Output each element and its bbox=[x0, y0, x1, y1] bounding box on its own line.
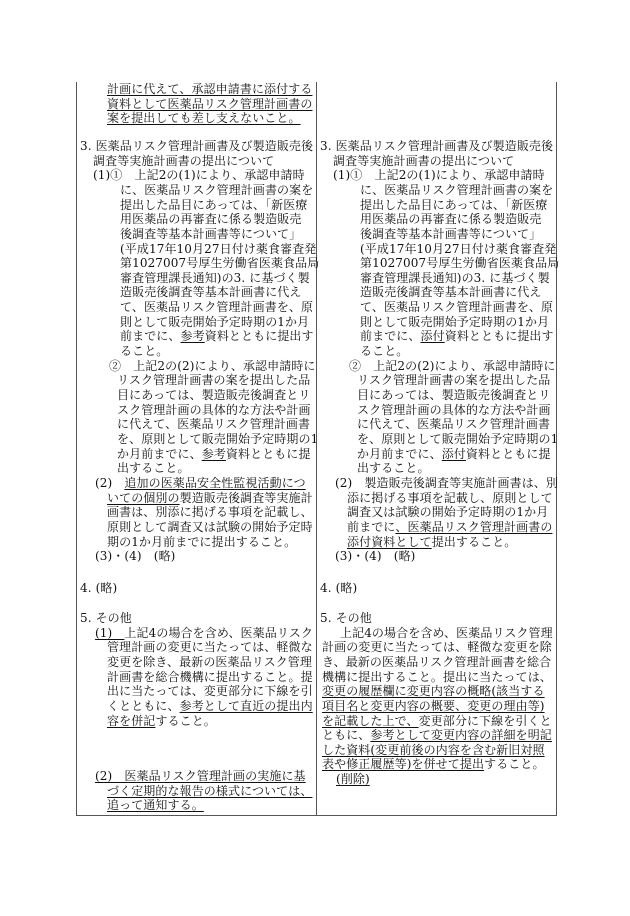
text-segment: (1)① 上記2の(1)により、承認申請時 bbox=[333, 168, 545, 183]
text-line bbox=[107, 655, 313, 670]
text-segment: 則として販売開始予定時期の1か月 bbox=[360, 314, 550, 329]
text-line bbox=[322, 699, 552, 714]
text-segment: リスク管理計画書の案を提出した品 bbox=[117, 373, 311, 388]
text-line bbox=[322, 640, 552, 655]
text-segment: 提出すること。 bbox=[431, 534, 517, 549]
text-line bbox=[107, 491, 313, 506]
text-segment: 原則として調査又は試験の開始予定時 bbox=[107, 519, 313, 534]
text-line bbox=[340, 626, 553, 641]
text-line bbox=[107, 798, 312, 813]
underlined-text: を記載した上で、 bbox=[322, 713, 419, 728]
text-segment: 上記4の場合を含め、医薬品リスク bbox=[124, 625, 313, 640]
text-line bbox=[120, 315, 319, 330]
text-line bbox=[360, 285, 559, 300]
text-segment: 調査等実施計画書の提出について bbox=[93, 153, 275, 168]
text-line bbox=[120, 198, 319, 213]
left-continued-text bbox=[107, 82, 312, 126]
right-item-2 bbox=[335, 476, 558, 491]
text-line bbox=[117, 461, 318, 476]
text-line bbox=[322, 684, 552, 699]
right-item-1-2 bbox=[349, 359, 556, 374]
text-segment: (平成17年10月27日付け薬食審査発 bbox=[120, 241, 317, 256]
right-section-5-para-body bbox=[322, 640, 552, 772]
text-segment: 資料とともに提 bbox=[465, 446, 551, 461]
underlined-text: 添付 bbox=[420, 329, 445, 344]
text-segment: (2) 製造販売後調査等実施計画書は、別 bbox=[335, 475, 558, 490]
text-segment: (3)・(4) (略) bbox=[335, 549, 416, 563]
right-section-4 bbox=[320, 581, 357, 596]
text-line bbox=[107, 111, 312, 126]
left-item-1-1-body bbox=[120, 183, 319, 359]
underlined-text: 資料として医薬品リスク管理計画書の bbox=[107, 96, 313, 111]
right-section-5-heading bbox=[320, 611, 372, 626]
text-segment: 第1027007号厚生労働省医薬食品局 bbox=[360, 256, 560, 271]
text-line bbox=[120, 212, 319, 227]
left-item-3-4 bbox=[95, 549, 175, 564]
text-line bbox=[347, 505, 553, 520]
text-segment: ること。 bbox=[360, 344, 409, 359]
underlined-text: 参考 bbox=[180, 329, 205, 344]
text-segment: 目にあっては、製造販売後調査とリ bbox=[357, 387, 551, 402]
text-segment: 添に掲げる事項を記載し、原則として bbox=[347, 490, 553, 505]
text-segment: 前までに、 bbox=[120, 329, 181, 344]
text-line bbox=[360, 212, 559, 227]
text-segment: スク管理計画の具体的な方法や計画 bbox=[357, 402, 551, 417]
text-segment: 前までに、 bbox=[360, 329, 421, 344]
text-segment: 出に当たっては、変更部分に下線を引 bbox=[107, 684, 313, 699]
right-item-1-1 bbox=[333, 168, 545, 183]
right-item-1-2-body bbox=[357, 373, 558, 475]
text-line bbox=[120, 256, 319, 271]
text-line bbox=[107, 784, 312, 799]
text-line bbox=[107, 520, 313, 535]
text-line bbox=[107, 640, 313, 655]
text-segment: 3. 医薬品リスク管理計画書及び製造販売後 bbox=[320, 139, 554, 153]
text-segment: 調査等実施計画書の提出について bbox=[333, 153, 515, 168]
text-line bbox=[357, 388, 558, 403]
underlined-text: 添付 bbox=[441, 446, 466, 461]
text-segment: ること。 bbox=[120, 344, 169, 359]
text-segment: ② 上記2の(2)により、承認申請時に bbox=[109, 358, 316, 373]
table-border-bottom bbox=[76, 815, 557, 816]
text-line bbox=[357, 373, 558, 388]
text-line bbox=[333, 168, 545, 183]
left-section-5-item-1 bbox=[95, 626, 313, 641]
text-segment: (2) bbox=[95, 475, 125, 490]
text-segment: 5. その他 bbox=[80, 611, 132, 625]
text-segment: を、原則として販売開始予定時期の1 bbox=[117, 431, 319, 446]
text-line bbox=[360, 256, 559, 271]
text-segment: に代えて、医薬品リスク管理計画書 bbox=[357, 417, 551, 432]
underlined-text: 追加の医薬品安全性監視活動につ bbox=[124, 475, 306, 490]
text-segment: か月前までに、 bbox=[117, 446, 202, 461]
text-segment: 資料とともに提出す bbox=[204, 329, 314, 344]
text-segment: リスク管理計画書の案を提出した品 bbox=[357, 373, 551, 388]
text-line bbox=[347, 491, 553, 506]
left-section-3-heading-cont bbox=[93, 154, 274, 169]
left-item-1-1 bbox=[93, 168, 305, 183]
text-segment: て、医薬品リスク管理計画書を、原 bbox=[360, 300, 554, 315]
text-line bbox=[120, 271, 319, 286]
right-section-5-deleted bbox=[336, 772, 370, 787]
text-segment: に代えて、医薬品リスク管理計画書 bbox=[117, 417, 311, 432]
text-line bbox=[120, 242, 319, 257]
underlined-text: 計画に代えて、承認申請書に添付する bbox=[107, 82, 313, 96]
text-segment: (3)・(4) (略) bbox=[95, 549, 176, 563]
left-section-5-item-2-body bbox=[107, 784, 312, 813]
right-item-3-4 bbox=[335, 549, 415, 564]
text-segment: 変更部分に下線を引くと bbox=[418, 713, 552, 728]
text-line bbox=[349, 359, 556, 374]
text-line bbox=[357, 432, 558, 447]
text-line bbox=[107, 97, 312, 112]
underlined-text: (削除) bbox=[336, 772, 370, 786]
text-segment: 期の1か月前までに提出すること。 bbox=[107, 534, 297, 549]
underlined-text: した資料(変更前後の内容を含む新旧対照 bbox=[322, 742, 545, 757]
table-border-left bbox=[76, 82, 77, 815]
text-line bbox=[107, 699, 313, 714]
text-line bbox=[360, 242, 559, 257]
text-segment: くとともに、 bbox=[107, 698, 180, 713]
text-segment: 製造販売後調査等実施計 bbox=[179, 490, 313, 505]
text-segment: て、医薬品リスク管理計画書を、原 bbox=[120, 300, 314, 315]
text-line bbox=[320, 581, 357, 596]
text-segment: 管理計画の変更に当たっては、軽微な bbox=[107, 640, 313, 655]
text-line bbox=[360, 315, 559, 330]
text-line bbox=[95, 476, 306, 491]
text-segment: 計画書を総合機構に提出すること。提 bbox=[107, 669, 313, 684]
text-segment: ともに、 bbox=[322, 728, 371, 743]
underlined-text: 参考 bbox=[201, 446, 226, 461]
text-line bbox=[347, 520, 553, 535]
text-line bbox=[336, 772, 370, 787]
left-section-5-heading bbox=[80, 611, 132, 626]
text-segment: 機構に提出すること。提出に当たっては、 bbox=[322, 669, 552, 684]
text-line bbox=[117, 373, 318, 388]
text-line bbox=[117, 417, 318, 432]
text-line bbox=[347, 535, 553, 550]
text-line bbox=[335, 549, 415, 564]
right-item-2-body bbox=[347, 491, 553, 550]
text-segment: 上記4の場合を含め、医薬品リスク管理 bbox=[340, 625, 553, 640]
text-line bbox=[117, 447, 318, 462]
text-segment: 調査又は試験の開始予定時期の1か月 bbox=[347, 505, 549, 520]
text-line bbox=[107, 714, 313, 729]
text-segment: 造販売後調査等基本計画書に代え bbox=[120, 285, 302, 300]
text-line bbox=[360, 300, 559, 315]
text-segment: 4. (略) bbox=[320, 581, 358, 595]
text-line bbox=[120, 344, 319, 359]
text-segment: 造販売後調査等基本計画書に代え bbox=[360, 285, 542, 300]
underlined-text: 、医薬品リスク管理計画書の bbox=[395, 519, 553, 534]
text-line bbox=[322, 743, 552, 758]
text-line bbox=[95, 769, 306, 784]
text-segment: に、医薬品リスク管理計画書の案を bbox=[360, 183, 554, 197]
text-segment: 審査管理課長通知)の3. に基づく製 bbox=[120, 270, 310, 285]
text-segment: 計画の変更に当たっては、軽微な変更を除 bbox=[322, 640, 552, 655]
text-segment: (1)① 上記2の(1)により、承認申請時 bbox=[93, 168, 305, 183]
text-segment: 第1027007号厚生労働省医薬食品局 bbox=[120, 256, 320, 271]
text-line bbox=[107, 684, 313, 699]
text-line bbox=[109, 359, 316, 374]
left-item-2 bbox=[95, 476, 306, 491]
left-section-4 bbox=[80, 581, 117, 596]
text-line bbox=[80, 581, 117, 596]
underlined-text: 表や修正履歴等)を併せて提出 bbox=[322, 757, 485, 772]
text-line bbox=[120, 183, 319, 198]
underlined-text: いての個別の bbox=[107, 490, 180, 505]
underlined-text: 添付資料として bbox=[347, 534, 432, 549]
text-line bbox=[360, 198, 559, 213]
text-line bbox=[360, 329, 559, 344]
text-segment: 則として販売開始予定時期の1か月 bbox=[120, 314, 310, 329]
underlined-text: 項目名と変更内容の概要、変更の理由等) bbox=[322, 698, 545, 713]
text-line bbox=[357, 403, 558, 418]
text-line bbox=[107, 82, 312, 97]
underlined-text: 変更の履歴欄に変更内容の概略(該当する bbox=[322, 684, 545, 699]
text-line bbox=[95, 626, 313, 641]
text-line bbox=[120, 227, 319, 242]
text-segment: 5. その他 bbox=[320, 611, 372, 625]
left-item-1-2 bbox=[109, 359, 316, 374]
right-item-1-1-body bbox=[360, 183, 559, 359]
text-segment: 資料とともに提 bbox=[225, 446, 311, 461]
text-segment: ② 上記2の(2)により、承認申請時に bbox=[349, 358, 556, 373]
text-segment: 出すること。 bbox=[117, 461, 190, 476]
text-segment: すること。 bbox=[484, 757, 545, 772]
text-line bbox=[117, 403, 318, 418]
text-segment: すること。 bbox=[155, 713, 216, 728]
underlined-text: (2) 医薬品リスク管理計画の実施に基 bbox=[95, 769, 306, 783]
text-segment: 4. (略) bbox=[80, 581, 118, 595]
text-segment: 審査管理課長通知)の3. に基づく製 bbox=[360, 270, 550, 285]
text-line bbox=[320, 611, 372, 626]
text-segment: 用医薬品の再審査に係る製造販売 bbox=[360, 212, 542, 227]
right-section-3-heading bbox=[320, 139, 553, 154]
text-segment: 用医薬品の再審査に係る製造販売 bbox=[120, 212, 302, 227]
text-line bbox=[322, 728, 552, 743]
text-segment: 提出した品目にあっては、「新医療 bbox=[360, 197, 548, 212]
text-line bbox=[93, 168, 305, 183]
text-line bbox=[322, 757, 552, 772]
text-line bbox=[360, 227, 559, 242]
text-segment: 前までに bbox=[347, 519, 396, 534]
right-section-3-heading-cont bbox=[333, 154, 514, 169]
text-line bbox=[120, 300, 319, 315]
text-line bbox=[107, 505, 313, 520]
left-section-5-item-1-body bbox=[107, 640, 313, 728]
text-segment: 変更を除き、最新の医薬品リスク管理 bbox=[107, 654, 312, 669]
left-section-5-item-2 bbox=[95, 769, 306, 784]
text-segment: 目にあっては、製造販売後調査とリ bbox=[117, 387, 311, 402]
text-segment: 提出した品目にあっては、「新医療 bbox=[120, 197, 308, 212]
text-line bbox=[357, 461, 558, 476]
underlined-text: 追って通知する。 bbox=[107, 798, 204, 813]
text-line bbox=[357, 447, 558, 462]
text-line bbox=[322, 714, 552, 729]
text-line bbox=[322, 655, 552, 670]
text-segment: 画書は、別添に掲げる事項を記載し、 bbox=[107, 505, 313, 520]
underlined-text: 案を提出しても差し支えないこと。 bbox=[107, 111, 301, 126]
text-line bbox=[93, 154, 274, 169]
underlined-text: 参考として直近の提出内 bbox=[179, 698, 313, 713]
text-segment: 後調査等基本計画書等について」 bbox=[360, 226, 542, 241]
text-segment: 資料とともに提出す bbox=[444, 329, 554, 344]
text-line bbox=[95, 549, 175, 564]
text-line bbox=[107, 535, 313, 550]
text-line bbox=[117, 388, 318, 403]
text-line bbox=[80, 139, 313, 154]
text-line bbox=[120, 329, 319, 344]
underlined-text: 容を併記 bbox=[107, 713, 156, 728]
underlined-text: 参考として変更内容の詳細を明記 bbox=[370, 728, 552, 743]
text-line bbox=[333, 154, 514, 169]
text-segment: 後調査等基本計画書等について」 bbox=[120, 226, 302, 241]
text-line bbox=[357, 417, 558, 432]
text-line bbox=[322, 670, 552, 685]
text-segment: 出すること。 bbox=[357, 461, 430, 476]
text-segment: を、原則として販売開始予定時期の1 bbox=[357, 431, 559, 446]
right-section-5-para bbox=[340, 626, 553, 641]
text-line bbox=[360, 271, 559, 286]
left-section-3-heading bbox=[80, 139, 313, 154]
text-line bbox=[360, 344, 559, 359]
left-item-1-2-body bbox=[117, 373, 318, 475]
underlined-text: づく定期的な報告の様式については、 bbox=[107, 783, 313, 798]
text-line bbox=[360, 183, 559, 198]
text-segment: き、最新の医薬品リスク管理計画書を総合 bbox=[322, 654, 552, 669]
text-line bbox=[120, 285, 319, 300]
text-segment: スク管理計画の具体的な方法や計画 bbox=[117, 402, 311, 417]
text-line bbox=[117, 432, 318, 447]
underlined-text: (1) bbox=[95, 625, 125, 640]
text-line bbox=[80, 611, 132, 626]
text-segment: に、医薬品リスク管理計画書の案を bbox=[120, 183, 314, 197]
text-line bbox=[335, 476, 558, 491]
text-segment: か月前までに、 bbox=[357, 446, 442, 461]
text-segment: 3. 医薬品リスク管理計画書及び製造販売後 bbox=[80, 139, 314, 153]
text-line bbox=[320, 139, 553, 154]
left-item-2-body bbox=[107, 491, 313, 550]
text-segment: (平成17年10月27日付け薬食審査発 bbox=[360, 241, 557, 256]
text-line bbox=[107, 670, 313, 685]
